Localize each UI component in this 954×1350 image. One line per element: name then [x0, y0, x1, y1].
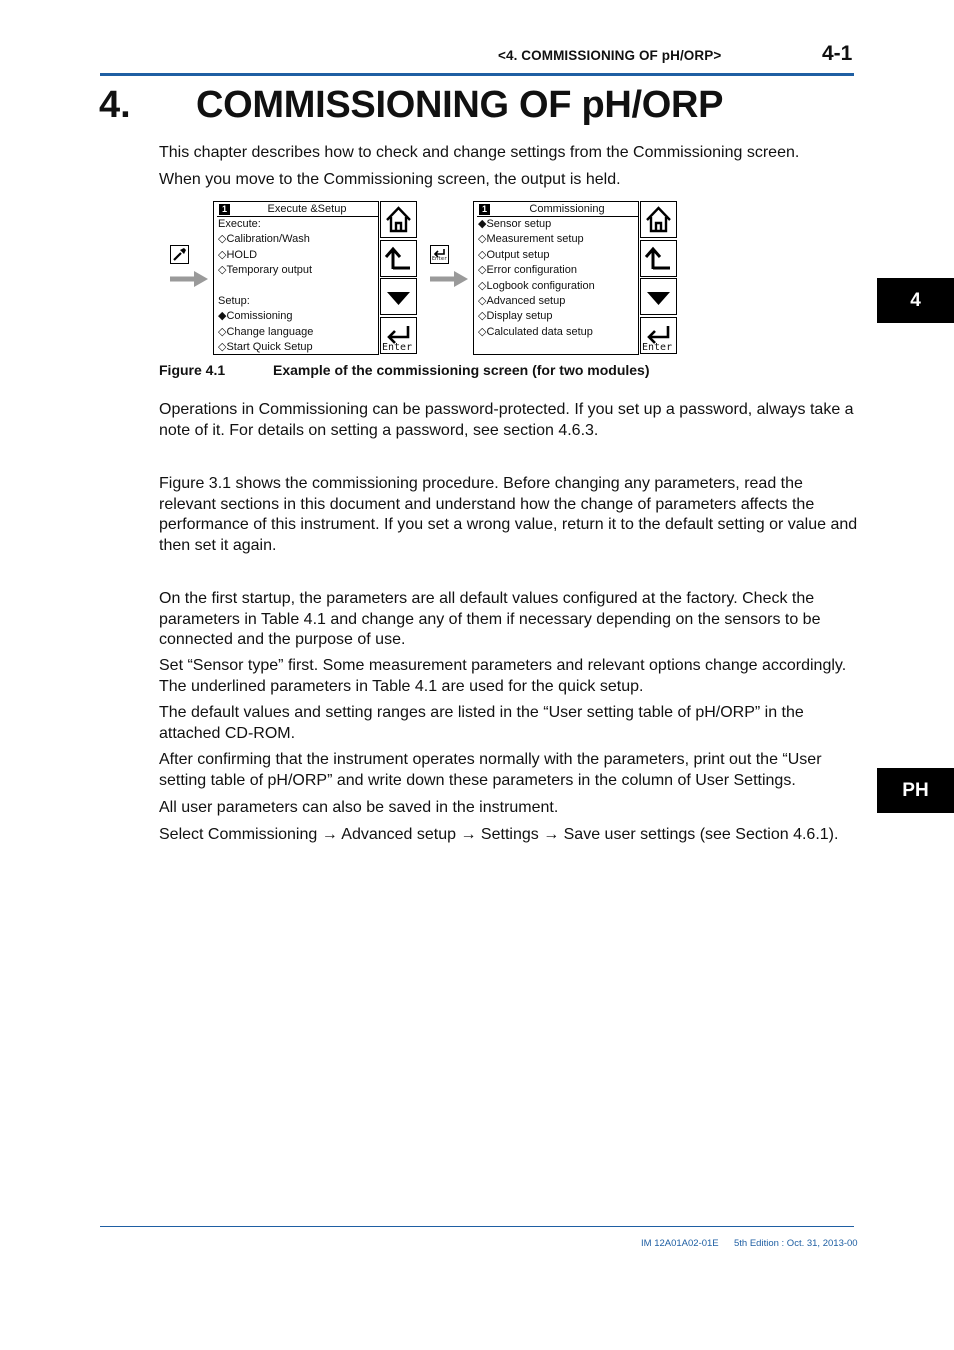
menu-item[interactable]: ◆Sensor setup [478, 218, 552, 230]
screen-titlebar [217, 203, 378, 217]
screen-title: Execute &Setup [267, 203, 347, 215]
footer-edition: 5th Edition : Oct. 31, 2013-00 [734, 1238, 858, 1249]
wrench-icon[interactable] [170, 245, 189, 264]
intro-line-1: This chapter describes how to check and change settings from the Commissioning screen. [159, 144, 800, 161]
enter-label: Enter [382, 342, 413, 353]
enter-icon[interactable] [640, 317, 677, 354]
footer-doc-id: IM 12A01A02-01E [641, 1238, 719, 1249]
intro-line-2: When you move to the Commissioning screen, the output is held. [159, 171, 621, 188]
return-icon[interactable] [380, 240, 417, 277]
menu-item[interactable]: ◇Measurement setup [478, 233, 584, 246]
header-rule [100, 73, 854, 76]
right-arrow-icon [430, 271, 468, 287]
down-arrow-icon[interactable] [640, 278, 677, 315]
return-icon[interactable] [640, 240, 677, 277]
screen-buttons-left [380, 201, 418, 353]
paragraph: After confirming that the instrument operates normally with the parameters, print out the “User setting table of pH/ORP” and write down these parameters in the column of User Settings. [159, 751, 822, 789]
menu-item: Execute: [218, 218, 261, 230]
lcd-screen-execute-setup [213, 201, 379, 355]
paragraph: Operations in Commissioning can be password-protected. If you set up a password, always take a note of it. For details on setting a password, see section 4.6.3. [159, 401, 854, 439]
menu-item[interactable]: ◆Comissioning [218, 310, 293, 323]
menu-item[interactable]: ◇Output setup [478, 248, 550, 261]
enter-key-icon[interactable] [430, 245, 449, 264]
home-icon[interactable] [380, 201, 417, 238]
menu-item[interactable]: ◇Logbook configuration [478, 279, 595, 292]
menu-item[interactable]: ◇Advanced setup [478, 294, 566, 307]
chapter-number: 4. [99, 84, 131, 126]
paragraph: Select Commissioning → Advanced setup → Settings → Save user settings (see Section 4.6.1). [159, 826, 839, 843]
chapter-tab[interactable]: 4 [877, 278, 954, 323]
menu-item[interactable]: ◇Start Quick Setup [218, 341, 313, 354]
paragraph: On the first startup, the parameters are all default values configured at the factory. Check the parameters in Table 4.1 and change any of them if necessary depending on the sensors to be connected and the purpose of use. [159, 590, 821, 648]
figure-label: Figure 4.1 [159, 362, 226, 378]
paragraph: Figure 3.1 shows the commissioning procedure. Before changing any parameters, read the relevant sections in this document and understand how the change of parameters affects the performance of this instrument. If you set a wrong value, return it to the default setting or value and then set it again. [159, 475, 858, 554]
menu-item[interactable]: ◇HOLD [218, 248, 258, 261]
screen-titlebar [477, 203, 638, 217]
figure-caption: Example of the commissioning screen (for two modules) [273, 362, 650, 378]
module-number: 1 [479, 204, 490, 215]
menu-item[interactable]: ◇Display setup [478, 310, 553, 323]
down-arrow-icon[interactable] [380, 278, 417, 315]
lcd-screen-commissioning [473, 201, 639, 355]
right-arrow-icon [170, 271, 208, 287]
menu-item[interactable]: ◇Calculated data setup [478, 325, 593, 338]
running-head: <4. COMMISSIONING OF pH/ORP> [498, 48, 722, 63]
module-number: 1 [219, 204, 230, 215]
paragraph: The default values and setting ranges are listed in the “User setting table of pH/ORP” in the attached CD-ROM. [159, 704, 804, 742]
menu-item[interactable]: ◇Temporary output [218, 264, 313, 277]
home-icon[interactable] [640, 201, 677, 238]
menu-item[interactable]: ◇Calibration/Wash [218, 233, 310, 246]
menu-item: Setup: [218, 294, 250, 307]
menu-item[interactable]: ◇Error configuration [478, 264, 577, 277]
screen-title: Commissioning [529, 203, 605, 215]
section-tab-ph[interactable]: PH [877, 768, 954, 813]
enter-key-label: Enter [432, 256, 448, 262]
chapter-title: COMMISSIONING OF pH/ORP [196, 84, 724, 126]
enter-icon[interactable] [380, 317, 417, 354]
menu-item[interactable]: ◇Change language [218, 325, 314, 338]
page-number: 4-1 [822, 42, 853, 65]
screen-buttons-right [640, 201, 678, 353]
footer-rule [100, 1226, 854, 1227]
paragraph: All user parameters can also be saved in the instrument. [159, 799, 559, 816]
enter-label: Enter [642, 342, 673, 353]
paragraph: Set “Sensor type” first. Some measurement parameters and relevant options change accordingly. The underlined parameters in Table 4.1 are used for the quick setup. [159, 657, 847, 695]
menu-spacer [218, 279, 313, 294]
